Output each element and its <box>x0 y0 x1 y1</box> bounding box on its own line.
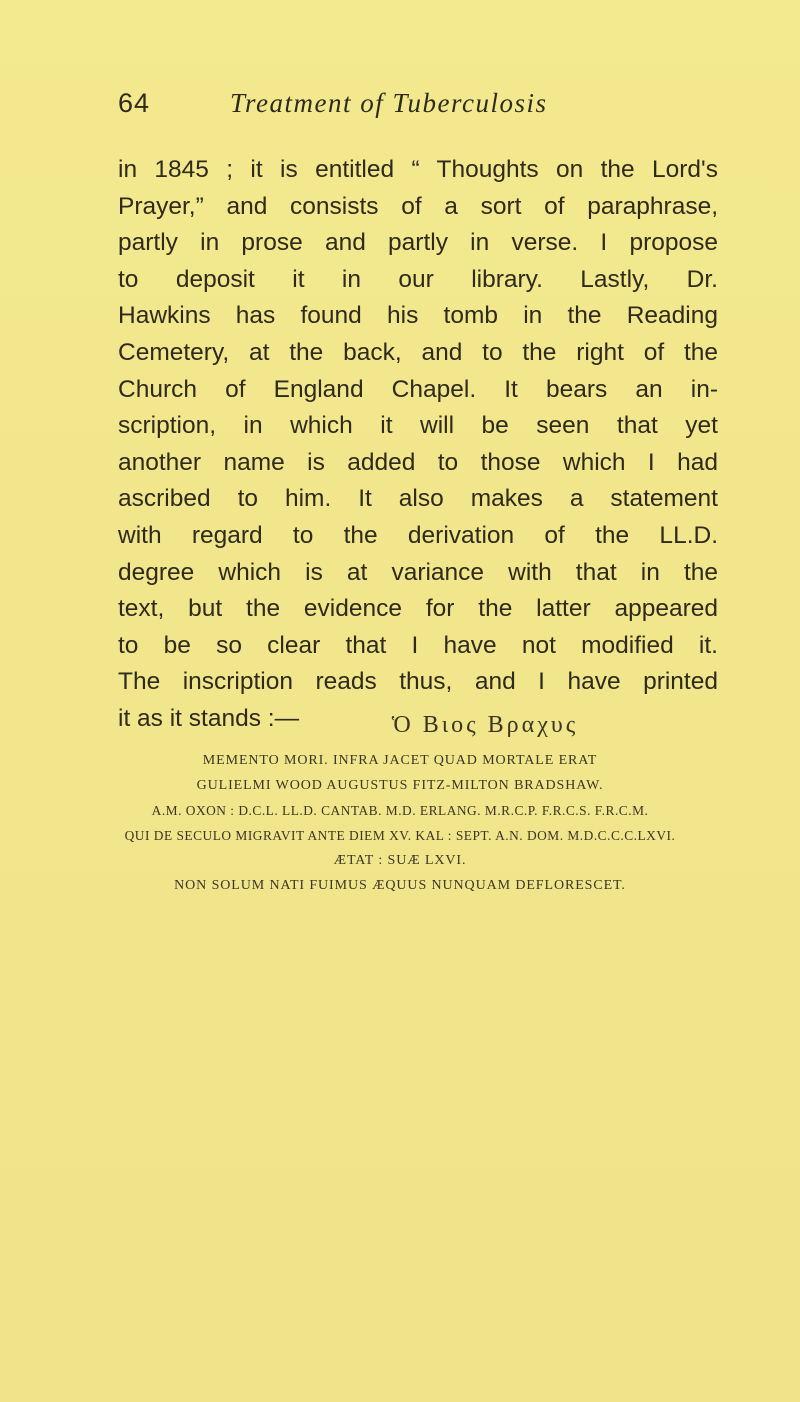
tomb-inscription <box>0 712 800 898</box>
running-title: Treatment of Tuberculosis <box>230 88 548 118</box>
text-line: it as it stands :— <box>118 704 300 732</box>
text-line: to deposit it in our library. Lastly, Dr. <box>118 265 718 293</box>
text-line: with regard to the derivation of the LL.D. <box>118 521 718 549</box>
inscription-line: A.M. OXON : D.C.L. LL.D. CANTAB. M.D. ERLANG. M.R.C.P. F.R.C.S. F.R.C.M. <box>151 803 649 818</box>
inscription-line: GULIELMI WOOD AUGUSTUS FITZ-MILTON BRADSHAW. <box>196 778 604 793</box>
inscription-line: MEMENTO MORI. INFRA JACET QUAD MORTALE ERAT <box>202 753 598 768</box>
body-paragraph <box>118 152 718 738</box>
text-line: partly in prose and partly in verse. I propose <box>118 229 718 257</box>
text-line: to be so clear that I have not modified it. <box>118 631 718 659</box>
text-line: Prayer,” and consists of a sort of paraphrase, <box>118 192 718 220</box>
page-header <box>118 88 718 128</box>
inscription-line: QUI DE SECULO MIGRAVIT ANTE DIEM XV. KAL : SEPT. A.N. DOM. M.D.C.C.C.LXVI. <box>124 828 676 843</box>
text-line: in 1845 ; it is entitled “ Thoughts on the Lord's <box>118 156 718 183</box>
page-number: 64 <box>118 88 151 118</box>
text-line: Church of England Chapel. It bears an in- <box>118 375 718 403</box>
text-line: degree which is at variance with that in the <box>118 558 718 586</box>
text-line: Hawkins has found his tomb in the Reading <box>118 302 718 330</box>
text-line: Cemetery, at the back, and to the right of the <box>118 338 718 366</box>
text-line: The inscription reads thus, and I have printed <box>118 668 718 696</box>
text-line: text, but the evidence for the latter appeared <box>118 595 718 623</box>
inscription-line: ÆTAT : SUÆ LXVI. <box>333 853 467 868</box>
inscription-line: NON SOLUM NATI FUIMUS ÆQUUS NUNQUAM DEFLORESCET. <box>174 878 626 893</box>
text-line: another name is added to those which I had <box>118 448 718 476</box>
text-line: scription, in which it will be seen that yet <box>118 412 718 440</box>
text-line: ascribed to him. It also makes a statement <box>118 485 718 513</box>
greek-heading: Ὁ Βιος Βραχυς <box>391 712 579 738</box>
